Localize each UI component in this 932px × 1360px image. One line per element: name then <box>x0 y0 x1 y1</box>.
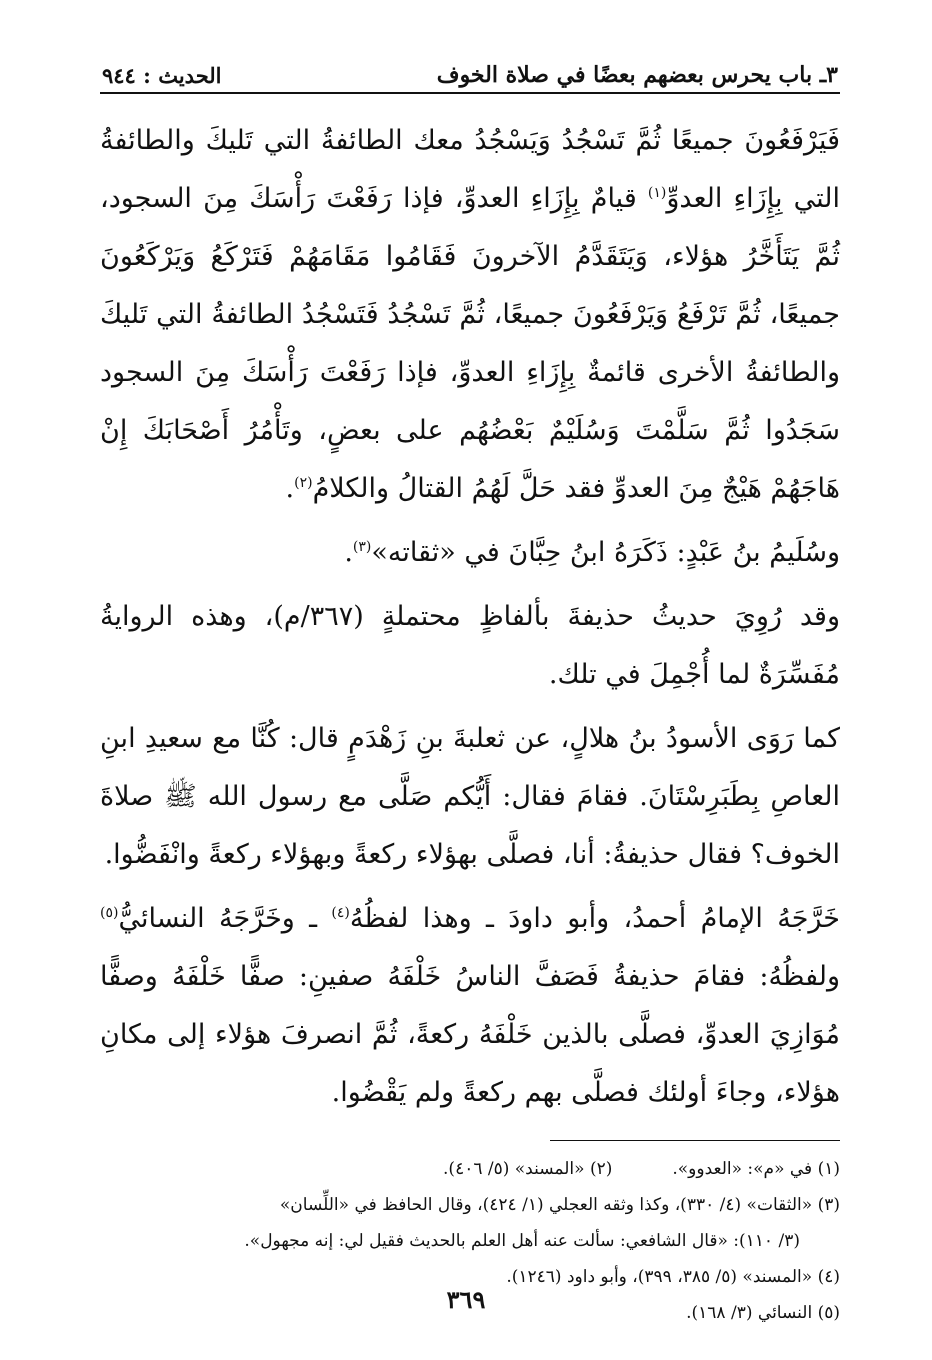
page-number: ٣٦٩ <box>446 1285 486 1314</box>
text-run: ولفظُهُ: فقامَ حذيفةُ فَصَفَّ الناسُ خَلْفَهُ صفينِ: صفًّا خَلْفَهُ وصفًّا مُوَازِيَ العدوِّ، فصلَّى بالذين خَلْفَهُ ركعةً، ثُمَّ انصرفَ هؤلاء إلى مكانِ هؤلاء، وجاءَ أولئك فصلَّى بهم ركعةً ولم يَقْضُوا. <box>100 961 840 1108</box>
running-header <box>100 52 840 94</box>
paragraph <box>100 524 840 582</box>
text-run: خَرَّجَهُ الإمامُ أحمدُ، وأبو داودَ ـ وهذا لفظُهُ <box>349 903 840 934</box>
footnote-line <box>100 1151 840 1187</box>
chapter-title: ٣ـ باب يحرس بعضهم بعضًا في صلاة الخوف <box>436 62 838 88</box>
footnote: (٣/ ١١٠): «قال الشافعي: سألت عنه أهل العلم بالحديث فقيل لي: إنه مجهول». <box>244 1231 800 1251</box>
paragraph <box>100 112 840 518</box>
footnote-ref[interactable]: (٥) <box>100 905 119 921</box>
footnote: (١) في «م»: «العدوو». <box>672 1159 840 1179</box>
text-run: ـ وخَرَّجَهُ النسائيُّ <box>118 903 332 934</box>
paragraph <box>100 890 840 1122</box>
footnote-ref[interactable]: (٣) <box>352 539 372 555</box>
text-run: وسُلَيمُ بنُ عَبْدٍ: ذَكَرَهُ ابنُ حِبَّانَ في «ثقاته» <box>371 537 840 568</box>
text-run: وقد رُوِيَ حديثُ حذيفةَ بألفاظٍ محتملةٍ (٣٦٧/م)، وهذه الروايةُ مُفَسِّرَةٌ لما أُجْمِلَ في تلك. <box>100 601 840 690</box>
footnote-ref[interactable]: (١) <box>647 185 667 201</box>
page <box>100 52 840 1331</box>
text-run: فَيَرْفَعُونَ جميعًا ثُمَّ تَسْجُدُ وَيَسْجُدُ معك الطائفةُ التي تَليكَ والطائفةُ التي بِإِزَاءِ العدوِّ <box>100 125 840 214</box>
footnote-ref[interactable]: (٢) <box>294 475 313 491</box>
main-text <box>100 112 840 1122</box>
paragraph <box>100 710 840 884</box>
text-run: . <box>285 473 295 504</box>
footnote-ref[interactable]: (٤) <box>331 905 350 921</box>
footnote: (٥) النسائي (٣/ ١٦٨). <box>686 1303 840 1323</box>
text-run: . <box>344 537 353 568</box>
footnote-line <box>100 1187 840 1223</box>
footnote: (٣) «الثقات» (٤/ ٣٣٠)، وكذا وثقه العجلي (١/ ٤٢٤)، وقال الحافظ في «اللِّسان» <box>279 1195 840 1215</box>
footnote: (٤) «المسند» (٥/ ٣٨٥، ٣٩٩)، وأبو داود (١٢٤٦). <box>506 1267 840 1287</box>
footnote: (٢) «المسند» (٥/ ٤٠٦). <box>443 1159 613 1179</box>
footnote-divider <box>550 1140 840 1141</box>
footnote-line <box>100 1223 840 1259</box>
text-run: قيامٌ بِإِزَاءِ العدوِّ، فإذا رَفَعْتَ رَأْسَكَ مِنَ السجود، ثُمَّ يَتَأَخَّرُ هؤلاء، وَيَتَقَدَّمُ الآخرونَ فَقَامُوا مَقَامَهُمْ فَتَرْكَعُ وَيَرْكَعُونَ جميعًا، ثُمَّ تَرْفَعُ وَيَرْفَعُونَ جميعًا، ثُمَّ تَسْجُدُ فَتَسْجُدُ الطائفةُ التي تَليكَ والطائفةُ الأخرى قائمةٌ بِإِزَاءِ العدوِّ، فإذا رَفَعْتَ رَأْسَكَ مِنَ السجود سَجَدُوا ثُمَّ سَلَّمْتَ وَسُلَيْمٌ بَعْضُهُم على بعضٍ، وتَأْمُرُ أَصْحَابَكَ إِنْ هَاجَهُمْ هَيْجٌ مِنَ العدوِّ فقد حَلَّ لَهُمُ القتالُ والكلامُ <box>100 183 840 504</box>
paragraph <box>100 588 840 704</box>
hadith-number: الحديث : ٩٤٤ <box>102 63 222 88</box>
text-run: كما رَوَى الأسودُ بنُ هلالٍ، عن ثعلبةَ بنِ زَهْدَمٍ قال: كُنَّا مع سعيدِ ابنِ العاصِ بِطَبَرِسْتَانَ. فقامَ فقال: أَيُّكم صَلَّى مع رسول الله ﷺ صلاةَ الخوف؟ فقال حذيفةُ: أنا، فصلَّى بهؤلاء ركعةً وبهؤلاء ركعةً وانْفَضُّوا. <box>100 723 840 870</box>
